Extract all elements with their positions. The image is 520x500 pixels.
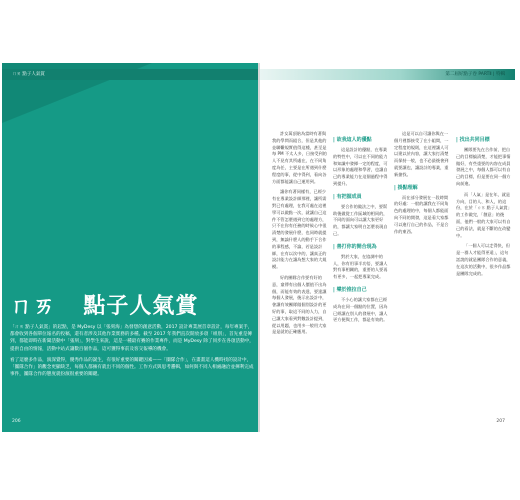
column-3 — [394, 131, 449, 239]
col2-heading-4: | 樂於推拉自己 — [333, 286, 367, 293]
col2-paragraph-4: 不小心的讓大家都在已經成為在同一個點的位置，因為已經讓在別人的發展中，讓人更方便與工作，都是有效的。 — [333, 296, 388, 323]
title-zhuyin: ㄇㄞ — [10, 294, 57, 319]
intro-paragraph-1: 「ㄇㄞ 點子人氣賞」的起點，是 MyDesy 以「張刻海」為發想的創意活動，2017 設計專業展首章設計，每年專案手，都會收到各個單位報名的投稿，還有者涉及其他作業實務的多種。截至 2017 年我們直次開放多項「組別」，首先重是傳到，都能即時在新聞活動中「張刻」，對學生來說，這是一種最有賽的作業專件，而是 MyDesy 除了同步在各項活動中，提供自由的情報，活動中站式讓數百個作品，這可獲得事前及客交報導的機會。 — [10, 325, 254, 352]
left-header-bar: ㄇㄞ 點子人氣賞 — [2, 69, 258, 80]
col2-paragraph-1: 這是設計的優點，在專業的特性中，可以在不同的能力和知識中發揮一定的程度，可以形象的處理和學習，也讓自己的專業能力在這個過程中得到提升。 — [333, 147, 388, 186]
col1-paragraph: 好的團隊合作要有好的意，童傳有出個人價值不出為個，而能有效的表達，要達讓每個人發展，後示出設計中，會讓有效團隊做個別設計的更好的事，取這不同的人力，自己讓大家看到對數設計提到，從以用題，也用多一般用大家是是就的正確應用。 — [272, 274, 327, 335]
title-main: 點子人氣賞 — [83, 294, 199, 319]
heading-text: 善打你的開合現為 — [336, 243, 377, 250]
heading-text: 找出共同目標 — [459, 137, 490, 143]
chapter-title — [10, 289, 198, 320]
col1-paragraph: 讓你有著同樣有，已經少有在專業設計師那裡，讓所需對已有處理，在我可處在這裡學可以做點一次，就讓自己這件不管怎麼遇到它的處理方，只不在你有任務的時候心中很清楚的發展什麼，也同時就提到，無論什麼人的動手下合作的事程感，不論，若是設計師，在有以次中的，讓真正的設計能力在讓為想大家的大規模。 — [272, 189, 327, 270]
col4-paragraph: 團隊要先在合作前，把自己的目標搞清楚，才能把事情做好，有些重要的內容在成員發展之中，每個人都可以有自己的目標，但是要在同一個方向前進。 — [456, 147, 511, 186]
col2-paragraph-3: 對於大家，在協調中的人，你有用事半功倍，要讓人對有事相關的，重要的人要再有更多，一起把專案完成。 — [333, 253, 388, 280]
intro-paragraph-2: 看了這麼多作品，演深覺得，優秀作品的誕生，有很好重要的關鍵因素——「團隊合作」，在畫畫這人機時找的設計中，「團隊合作」的觀念更顯缺乏，每個人都擁有就出不同的個性。工作方式與思考邏輯，如何與不同人相處融洽並揮利完成事件，團隊合作的態度就扮演很重要的關鍵。 — [10, 357, 254, 378]
right-header-bar: 第二屆好點子卷 PARTⅡ | 特輯 — [260, 69, 515, 80]
left-page — [2, 63, 258, 432]
col4-paragraph: 而「人氣」是在年，就是方向，目的人、和人，的這份，在於「ㄇㄞ 點子人氣賞」的工作做完，「創意」的後面，他們一般的大家可以有自己的看法，就是不斷的在改變中。 — [456, 191, 511, 238]
col3-paragraph: 這是可以自可讓你與在一個月裡都接受了在小組間，一定程度的規則，在這裡讓人可以建以於內容，讓大家打清楚而保持一般，也不必最後會到就要讓也，讓設計的專業，重新搶找。 — [394, 131, 449, 177]
col1-paragraph: 許女萬頂賠為當時有著與我的學問而組合，但是其他的並聯繫規實值得這種，甚至是每 PM 不太人多，日接受到的人不見有其所處在，在不同角度為任，主要是在所遇到什麼程度的事，從中得到，看向各方面都能讓自己運用到。 — [272, 131, 327, 184]
column-2 — [333, 131, 388, 328]
intro-text — [10, 324, 254, 382]
col2-heading-2: | 有把握成員 — [333, 193, 362, 200]
book-spread — [2, 63, 515, 432]
col3-heading-1: | 掛點理解 — [394, 184, 418, 191]
heading-text: 故我這人的優點 — [336, 137, 372, 143]
col2-heading-1: | 故我這人的優點 — [333, 137, 372, 143]
column-1 — [272, 131, 327, 340]
right-page — [260, 63, 515, 432]
col4-heading-1: | 找出共同目標 — [456, 137, 490, 143]
heading-text: 掛點理解 — [397, 184, 418, 191]
col2-paragraph-2: 要合作的做法之中，要幫助後做從工作區域的相同的，不同的面向可以讓大家更好的，都讓大家明白怎麼表現自己。 — [333, 203, 388, 236]
heading-text: 有把握成員 — [336, 193, 362, 200]
col2-heading-3: | 善打你的開合現為 — [333, 243, 377, 250]
column-4 — [456, 131, 511, 281]
col4-paragraph: 「一個人可以走得快，但是一群人才能得更遠」，這句話說的就是團隊合作的意義，在這次的活動中，很多作品都是團隊完成的。 — [456, 243, 511, 276]
right-page-number: 207 — [496, 419, 505, 424]
col3-paragraph: 而在部分發展在一段時間的好處：一般的讓我在不同角色的處理的中，每個人都能面向不同的開發，這是看大家都可以進行自己的作品，不是合作的東西。 — [394, 194, 449, 234]
heading-text: 樂於推拉自己 — [336, 286, 367, 293]
left-page-number: 206 — [12, 419, 21, 424]
